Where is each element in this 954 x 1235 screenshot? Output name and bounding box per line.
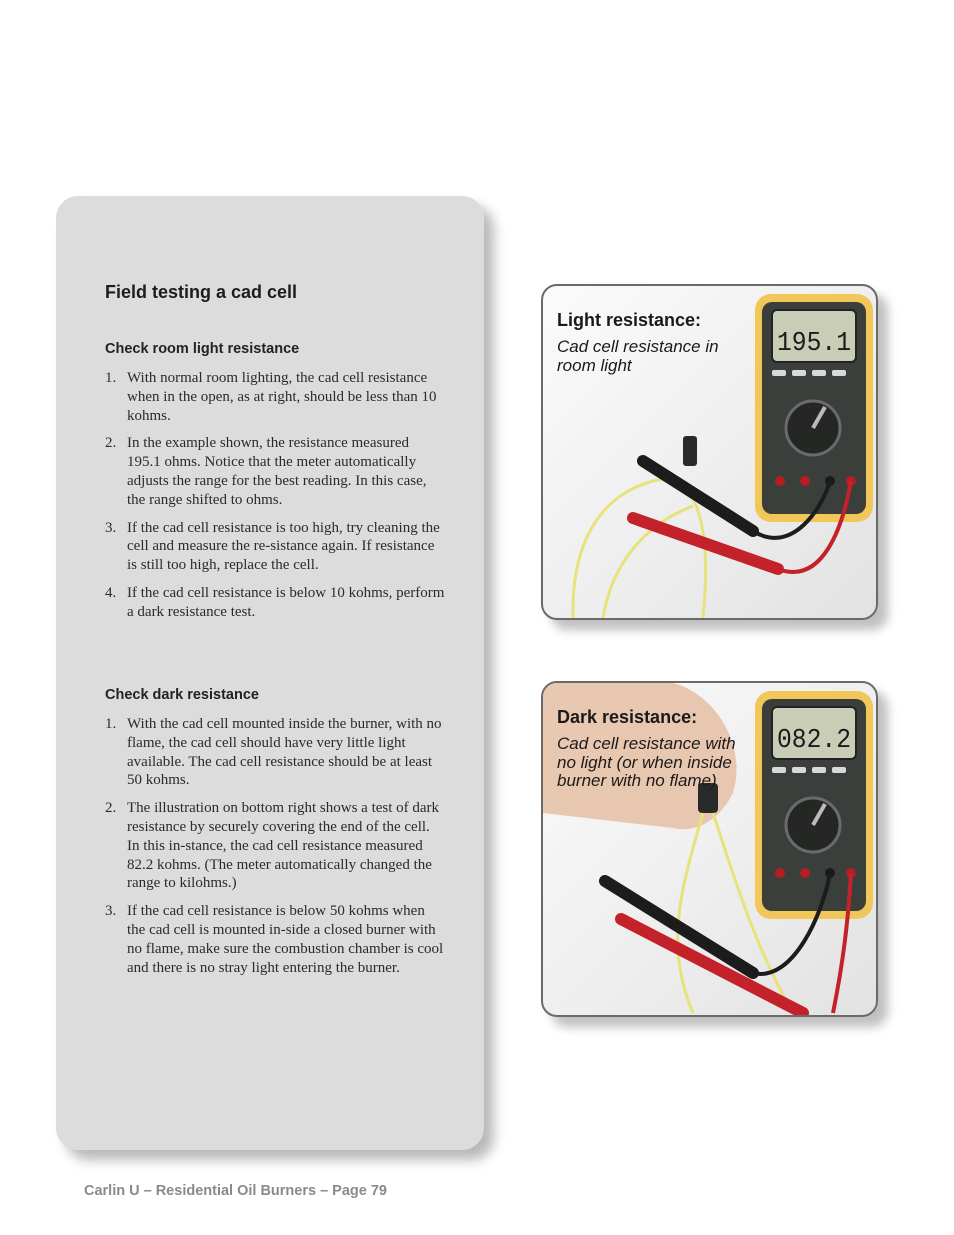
section-title: Field testing a cad cell: [105, 282, 298, 302]
list-item: 3. If the cad cell resistance is below 50 kohms when the cad cell is mounted in-side a closed burner with no flame, make sure the combustion chamber is cool and there is no stray light entering the burner.: [105, 903, 444, 976]
dark-resistance-caption: Cad cell resistance with no light (or when inside burner with no flame): [557, 734, 736, 790]
dark-steps: [105, 715, 445, 986]
meter-key: [812, 767, 826, 773]
cad-cell: [683, 436, 697, 466]
meter-key: [792, 767, 806, 773]
room-light-steps: [105, 369, 445, 631]
list-item: 4. If the cad cell resistance is below 10 kohms, perform a dark resistance test.: [105, 584, 445, 620]
meter-key: [772, 767, 786, 773]
meter-key: [772, 370, 786, 376]
light-resistance-caption: Cad cell resistance in room light: [557, 337, 719, 375]
meter-key: [832, 370, 846, 376]
room-light-heading: Check room light resistance: [105, 341, 300, 357]
meter-key: [792, 370, 806, 376]
sensor-wire: [573, 480, 706, 618]
meter-reading: 195.1: [777, 329, 851, 359]
meter-key: [812, 370, 826, 376]
dark-resistance-photo: [541, 681, 878, 1017]
meter-jack: [800, 868, 810, 878]
multimeter-illustration: [543, 683, 876, 1015]
list-item: 1. With the cad cell mounted inside the burner, with no flame, the cad cell should have very little light available. The cad cell resistance should be at least 50 kohms.: [105, 716, 442, 789]
sensor-wire: [678, 813, 703, 1013]
meter-key: [832, 767, 846, 773]
list-item: 2. In the example shown, the resistance measured 195.1 ohms. Notice that the meter automatically adjusts the range for the best reading. In this case, the range shifted to ohms.: [105, 435, 427, 508]
light-resistance-photo: [541, 284, 878, 620]
light-resistance-title: Light resistance:: [557, 310, 702, 330]
meter-jack: [775, 868, 785, 878]
list-item: 1. With normal room lighting, the cad cell resistance when in the open, as at right, should be less than 10 kohms.: [105, 370, 437, 424]
multimeter-illustration: [543, 286, 876, 618]
meter-jack: [800, 476, 810, 486]
meter-jack: [775, 476, 785, 486]
page-footer: Carlin U – Residential Oil Burners – Page 79: [84, 1183, 387, 1199]
black-probe: [643, 461, 753, 531]
meter-reading: 082.2: [777, 726, 851, 756]
dark-resistance-title: Dark resistance:: [557, 707, 698, 727]
red-probe: [621, 919, 803, 1013]
list-item: 2. The illustration on bottom right shows a test of dark resistance by securely covering the end of the cell. In this in-stance, the cad cell resistance measured 82.2 kohms. (The meter automatically changed the range to kilohms.): [105, 800, 440, 892]
content-panel: [56, 196, 484, 1150]
list-item: 3. If the cad cell resistance is too high, try cleaning the cell and measure the re-sistance again. If resistance is still too high, replace the cell.: [105, 519, 440, 574]
dark-heading: Check dark resistance: [105, 687, 259, 703]
